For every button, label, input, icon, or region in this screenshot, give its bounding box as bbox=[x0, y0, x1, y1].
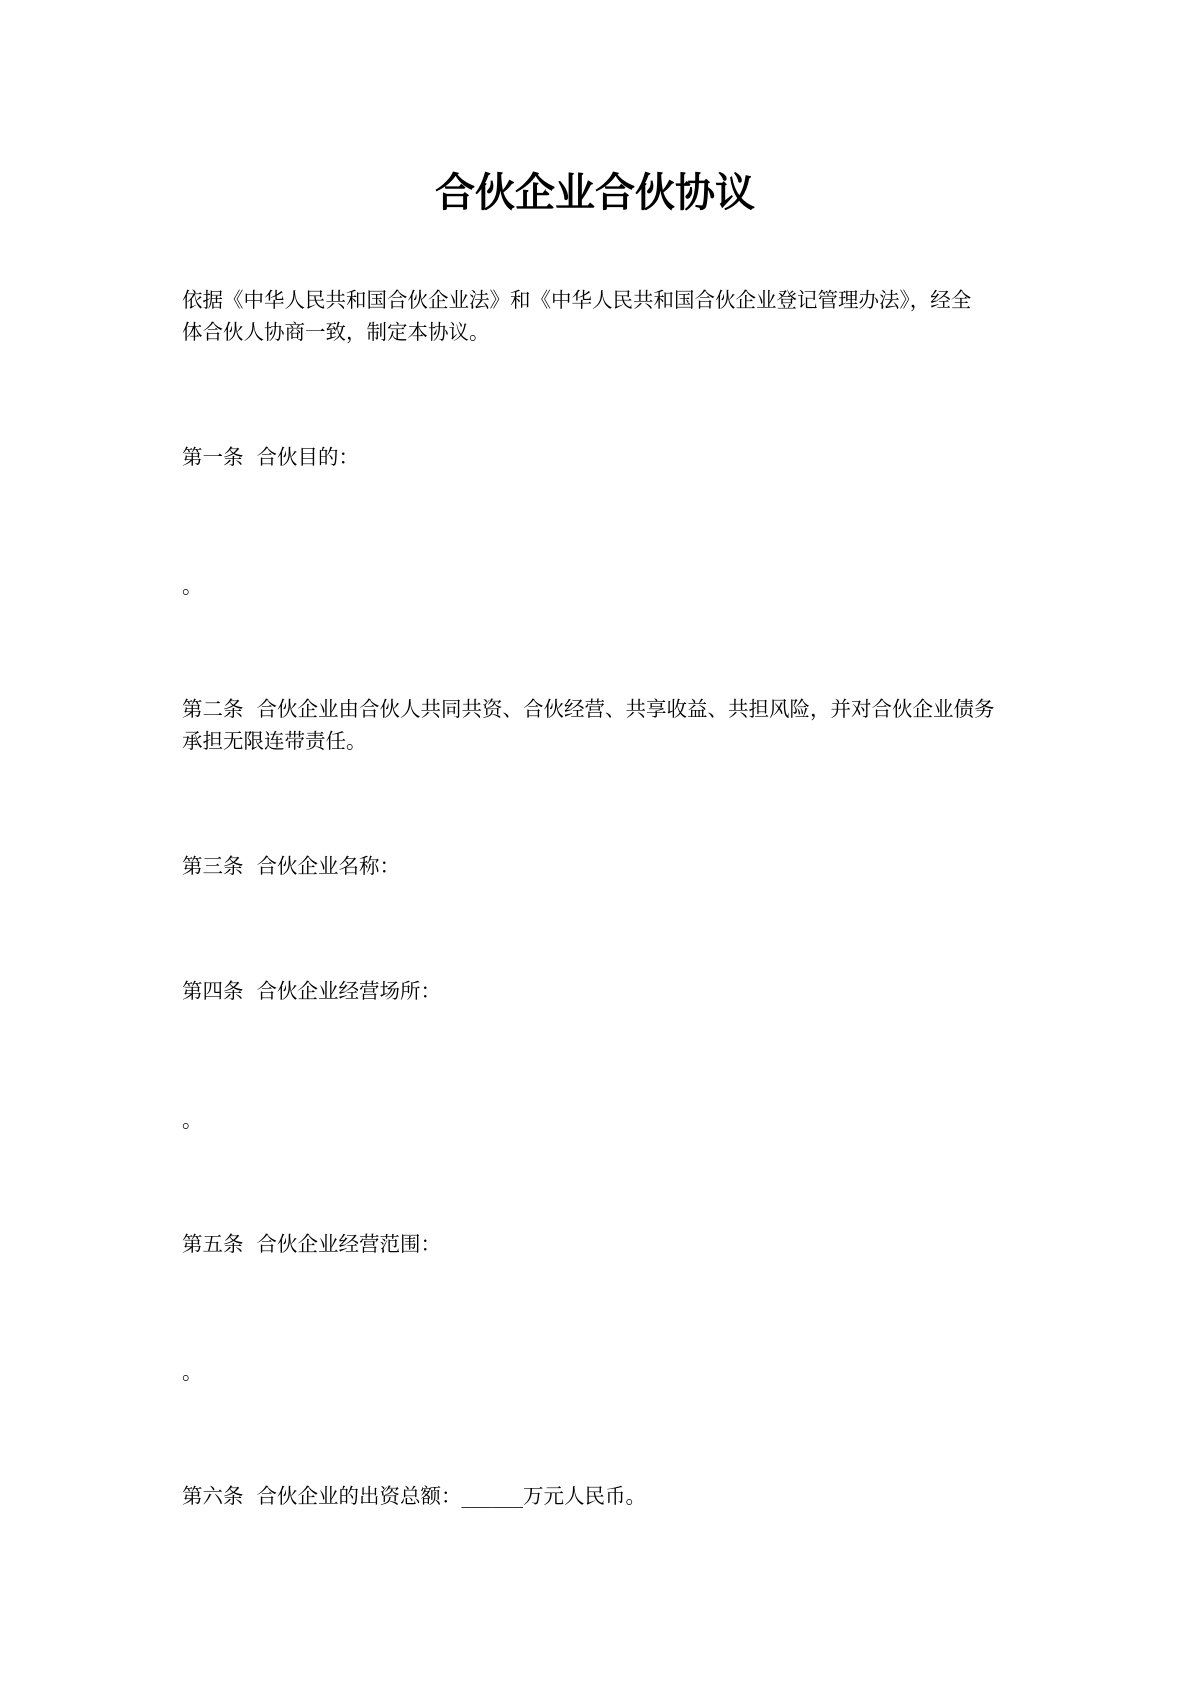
article-3: 第三条 合伙企业名称： bbox=[182, 854, 401, 878]
preamble bbox=[182, 284, 1022, 348]
article-5-fill: 。 bbox=[182, 1360, 203, 1384]
article-4: 第四条 合伙企业经营场所： bbox=[182, 979, 442, 1003]
article-4-fill: 。 bbox=[182, 1108, 203, 1132]
preamble-line-2: 体合伙人协商一致，制定本协议。 bbox=[182, 320, 490, 344]
article-6: 第六条 合伙企业的出资总额：______万元人民币。 bbox=[182, 1484, 647, 1508]
preamble-line-1: 依据《中华人民共和国合伙企业法》和《中华人民共和国合伙企业登记管理办法》，经全 bbox=[182, 288, 972, 312]
article-1-fill: 。 bbox=[182, 574, 203, 598]
article-2-line-1: 第二条 合伙企业由合伙人共同共资、合伙经营、共享收益、共担风险，并对合伙企业债务 bbox=[182, 697, 995, 721]
article-2-line-2: 承担无限连带责任。 bbox=[182, 729, 367, 753]
article-5: 第五条 合伙企业经营范围： bbox=[182, 1232, 442, 1256]
article-2 bbox=[182, 693, 1022, 757]
article-1: 第一条 合伙目的： bbox=[182, 445, 360, 469]
document-title: 合伙企业合伙协议 bbox=[435, 169, 755, 216]
